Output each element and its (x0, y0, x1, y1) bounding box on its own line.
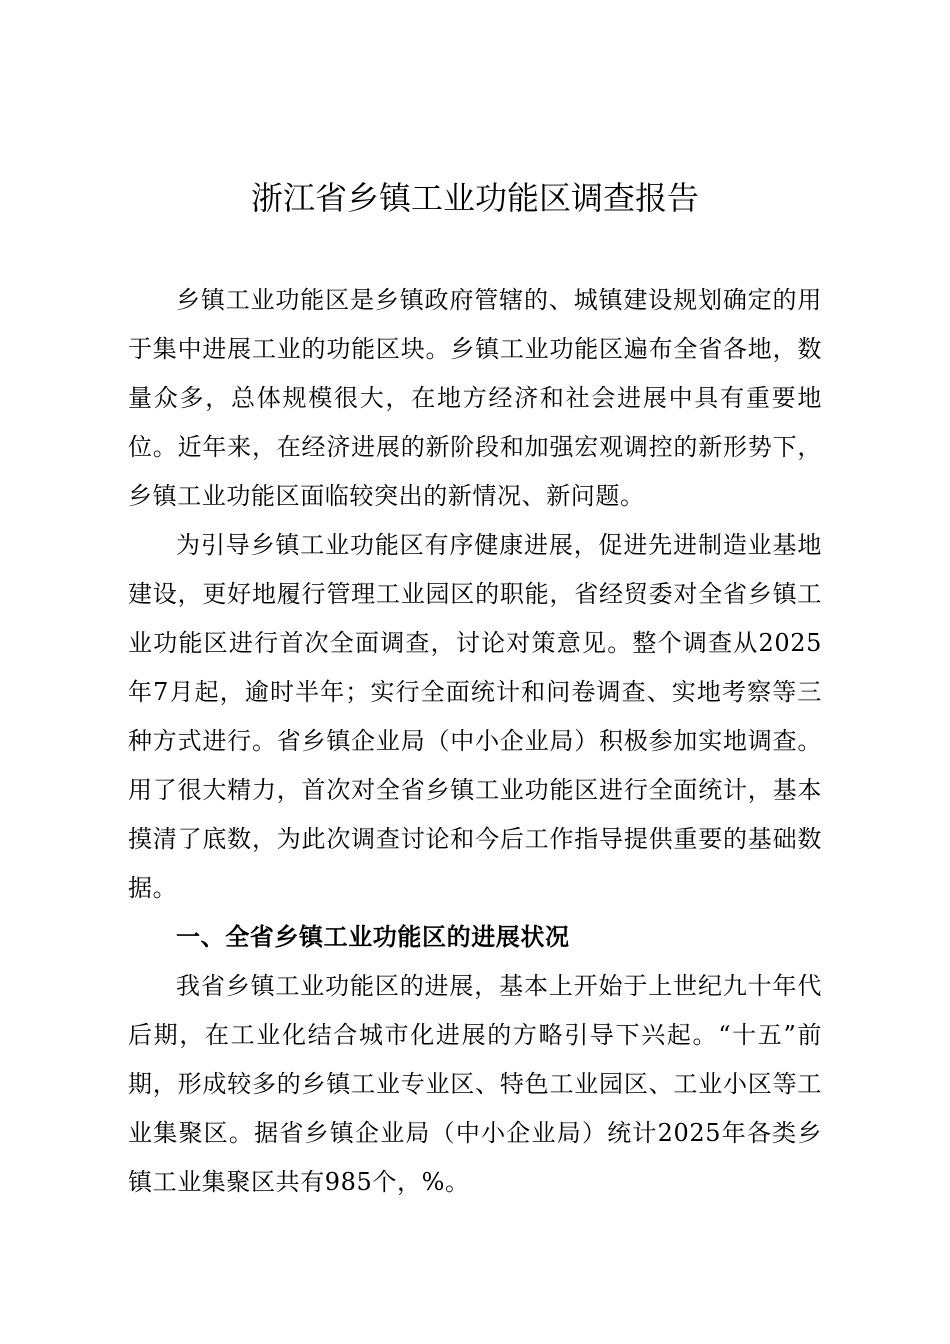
document-body (128, 276, 822, 1207)
paragraph-survey: 为引导乡镇工业功能区有序健康进展，促进先进制造业基地建设，更好地履行管理工业园区的职能，省经贸委对全省乡镇工业功能区进行首次全面调查，讨论对策意见。整个调查从2025年7月起，逾时半年；实行全面统计和问卷调查、实地考察等三种方式进行。省乡镇企业局（中小企业局）积极参加实地调查。用了很大精力，首次对全省乡镇工业功能区进行全面统计，基本摸清了底数，为此次调查讨论和今后工作指导提供重要的基础数据。 (128, 531, 822, 902)
document-title: 浙江省乡镇工业功能区调查报告 (250, 179, 699, 217)
section-heading-1: 一、全省乡镇工业功能区的进展状况 (176, 923, 570, 951)
paragraph-intro: 乡镇工业功能区是乡镇政府管辖的、城镇建设规划确定的用于集中进展工业的功能区块。乡镇工业功能区遍布全省各地，数量众多，总体规模很大，在地方经济和社会进展中具有重要地位。近年来，在经济进展的新阶段和加强宏观调控的新形势下，乡镇工业功能区面临较突出的新情况、新问题。 (128, 286, 822, 510)
paragraph-section-1: 我省乡镇工业功能区的进展，基本上开始于上世纪九十年代后期，在工业化结合城市化进展的方略引导下兴起。“十五”前期，形成较多的乡镇工业专业区、特色工业园区、工业小区等工业集聚区。据省乡镇企业局（中小企业局）统计2025年各类乡镇工业集聚区共有985个，%。 (128, 972, 822, 1196)
